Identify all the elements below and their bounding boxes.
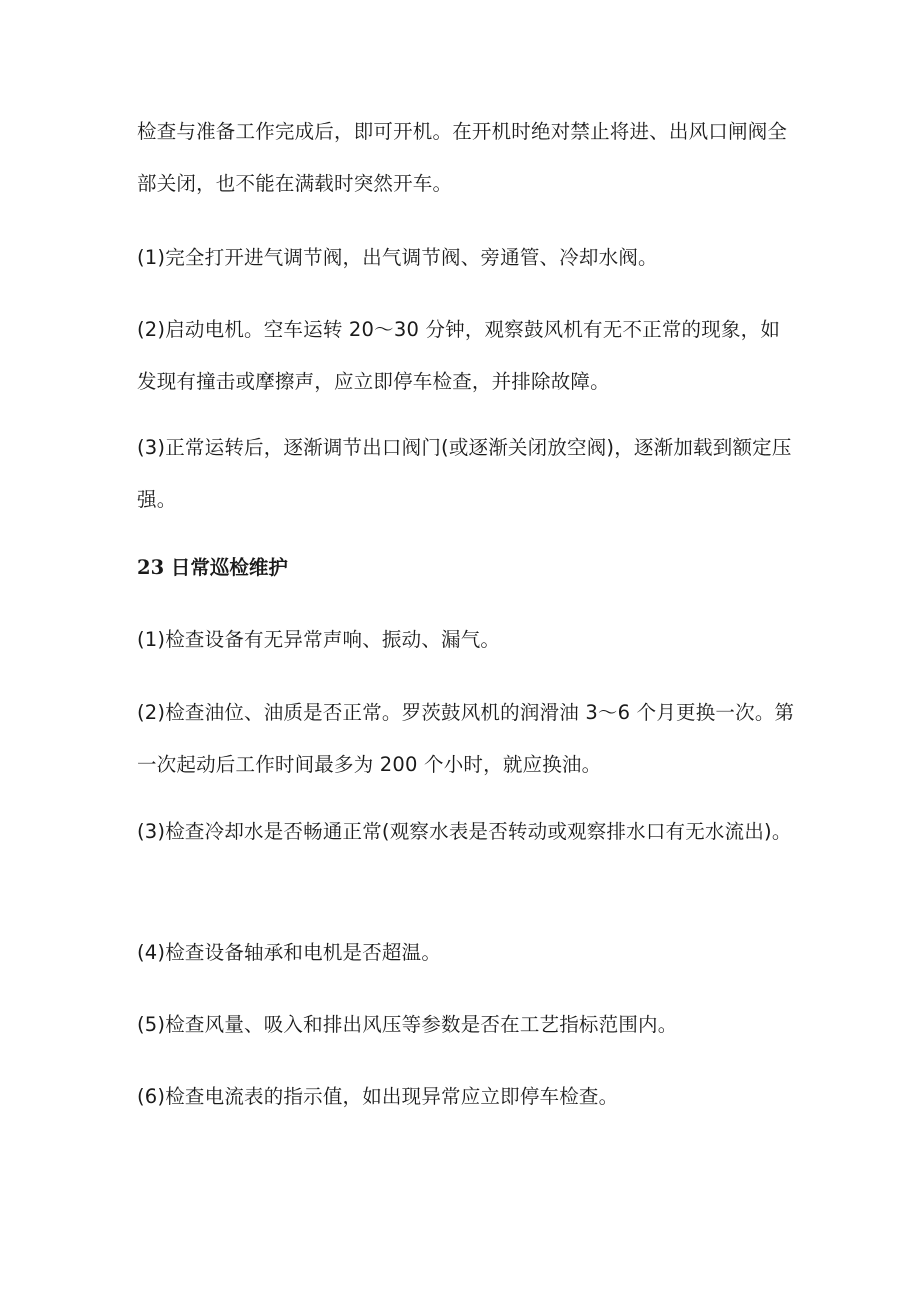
inspection-item-2: (2)检查油位、油质是否正常。罗茨鼓风机的润滑油 3～6 个月更换一次。第一次起动后工作时间最多为 200 个小时，就应换油。 (137, 701, 795, 776)
intro-paragraph: 检查与准备工作完成后，即可开机。在开机时绝对禁止将进、出风口闸阀全部关闭，也不能在满载时突然开车。 (137, 120, 788, 195)
inspection-item-1: (1)检查设备有无异常声响、振动、漏气。 (137, 628, 501, 651)
startup-step-3: (3)正常运转后，逐渐调节出口阀门(或逐渐关闭放空阀)，逐渐加载到额定压强。 (137, 436, 792, 511)
inspection-item-3: (3)检查冷却水是否畅通正常(观察水表是否转动或观察排水口有无水流出)。 (137, 820, 792, 843)
inspection-item-5: (5)检查风量、吸入和排出风压等参数是否在工艺指标范围内。 (137, 1013, 678, 1036)
inspection-item-4: (4)检查设备轴承和电机是否超温。 (137, 941, 442, 964)
section-heading: 23 日常巡检维护 (137, 556, 288, 579)
startup-step-2: (2)启动电机。空车运转 20～30 分钟，观察鼓风机有无不正常的现象，如发现有撞击或摩擦声，应立即停车检查，并排除故障。 (137, 318, 781, 393)
inspection-item-6: (6)检查电流表的指示值，如出现异常应立即停车检查。 (137, 1085, 619, 1108)
startup-step-1: (1)完全打开进气调节阀，出气调节阀、旁通管、冷却水阀。 (137, 246, 658, 269)
